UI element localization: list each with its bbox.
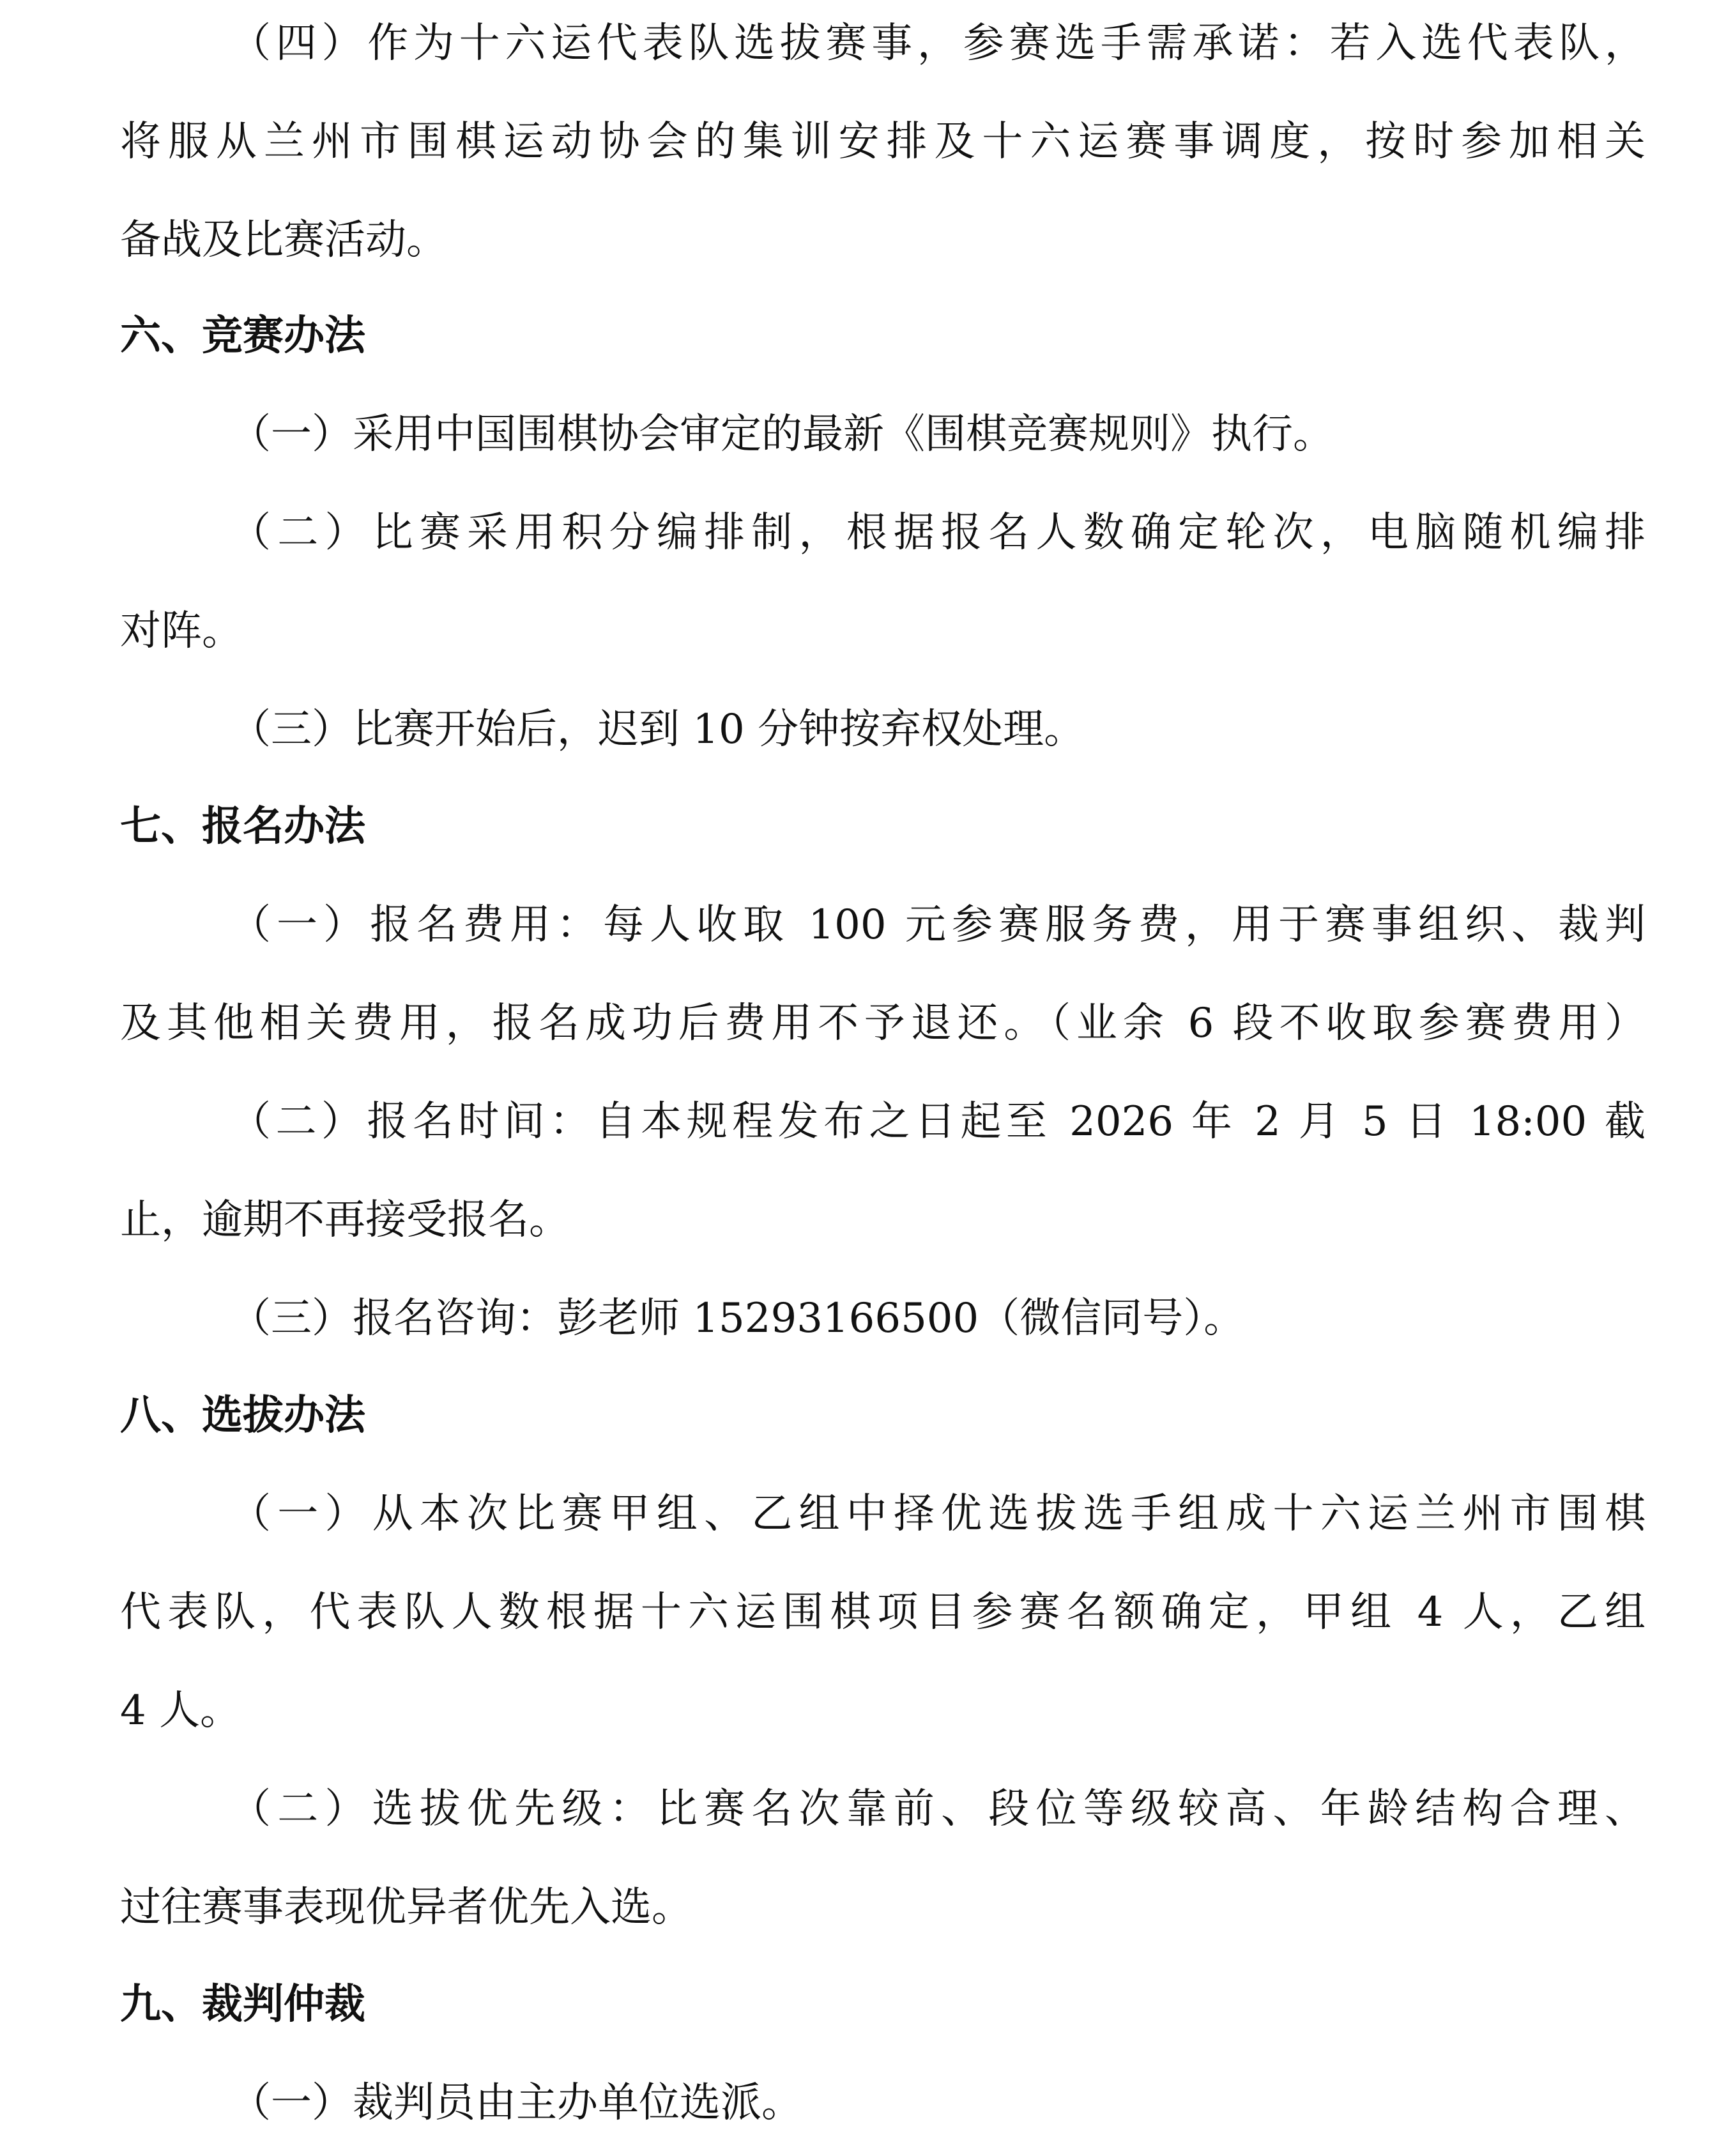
section-heading: 九、裁判仲裁 (120, 1981, 365, 2028)
paragraph-line: 止，逾期不再接受报名。 (120, 1197, 570, 1244)
section-heading: 六、竞赛办法 (120, 312, 365, 360)
section-heading: 七、报名办法 (120, 803, 365, 850)
paragraph-line: （一）报名费用：每人收取 100 元参赛服务费，用于赛事组织、裁判 (230, 901, 1646, 949)
paragraph-line: （一）裁判员由主办单位选派。 (230, 2079, 802, 2127)
paragraph-line: （二）选拔优先级：比赛名次靠前、段位等级较高、年龄结构合理、 (230, 1785, 1646, 1833)
paragraph-line: 4 人。 (120, 1687, 241, 1734)
paragraph-line: （一）采用中国围棋协会审定的最新《围棋竞赛规则》执行。 (230, 411, 1334, 458)
section-heading: 八、选拔办法 (120, 1392, 365, 1439)
paragraph-line: （一）从本次比赛甲组、乙组中择优选拔选手组成十六运兰州市围棋 (230, 1490, 1646, 1538)
paragraph-line: （三）比赛开始后，迟到 10 分钟按弃权处理。 (230, 706, 1085, 753)
paragraph-line: 备战及比赛活动。 (120, 217, 447, 264)
paragraph-line: （三）报名咨询：彭老师 15293166500（微信同号）。 (230, 1295, 1245, 1342)
paragraph-line: （二）报名时间：自本规程发布之日起至 2026 年 2 月 5 日 18:00 截 (230, 1098, 1646, 1145)
paragraph-line: （四）作为十六运代表队选拔赛事，参赛选手需承诺：若入选代表队， (230, 20, 1646, 67)
paragraph-line: 及其他相关费用，报名成功后费用不予退还。（业余 6 段不收取参赛费用） (120, 1000, 1646, 1047)
paragraph-line: 代表队，代表队人数根据十六运围棋项目参赛名额确定，甲组 4 人，乙组 (120, 1589, 1646, 1636)
paragraph-line: 对阵。 (120, 608, 243, 655)
paragraph-line: 过往赛事表现优异者优先入选。 (120, 1884, 692, 1931)
paragraph-line: （二）比赛采用积分编排制，根据报名人数确定轮次，电脑随机编排 (230, 509, 1646, 556)
paragraph-line: 将服从兰州市围棋运动协会的集训安排及十六运赛事调度，按时参加相关 (120, 118, 1646, 165)
